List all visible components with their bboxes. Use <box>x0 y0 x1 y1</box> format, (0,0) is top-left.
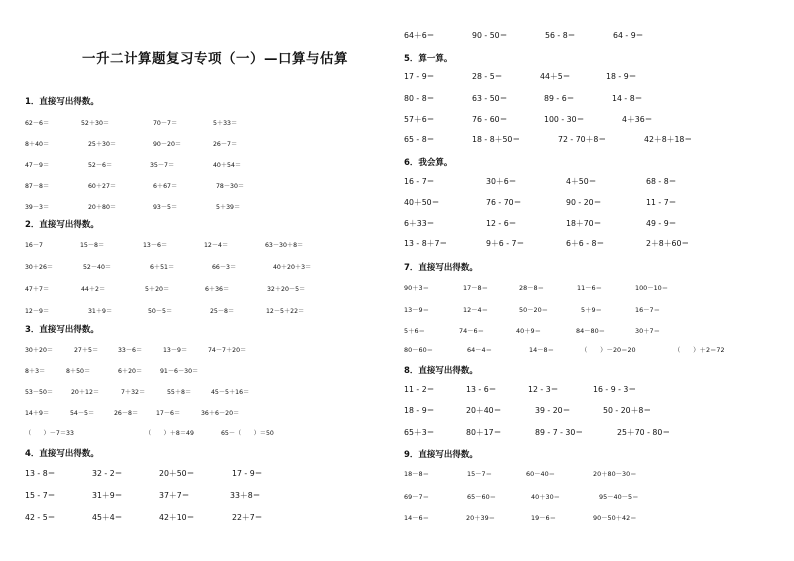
arithmetic-problem: 15－7＝ <box>467 470 492 478</box>
arithmetic-problem: 11 - 7＝ <box>646 198 677 207</box>
arithmetic-problem: 14－8＝ <box>529 346 554 354</box>
arithmetic-problem: 28 - 5＝ <box>472 72 503 81</box>
arithmetic-problem: 95－40－5＝ <box>599 493 639 501</box>
arithmetic-problem: （ ）＋2＝72 <box>674 346 725 354</box>
arithmetic-problem: 72 - 70＋8＝ <box>558 135 607 144</box>
arithmetic-problem: 37＋7＝ <box>159 491 190 500</box>
arithmetic-problem: 80 - 8＝ <box>404 94 435 103</box>
arithmetic-problem: 52－6＝ <box>88 162 113 169</box>
arithmetic-problem: 11 - 2＝ <box>404 385 435 394</box>
arithmetic-problem: 62－6＝ <box>25 120 50 127</box>
arithmetic-problem: 5＋39＝ <box>216 204 241 211</box>
arithmetic-problem: 15 - 7＝ <box>25 491 56 500</box>
section-heading: 1．直接写出得数。 <box>25 97 99 107</box>
arithmetic-problem: 8＋50＝ <box>66 368 91 375</box>
arithmetic-problem: 20＋40＝ <box>466 406 502 415</box>
arithmetic-problem: 40＋20＋3＝ <box>273 264 312 271</box>
arithmetic-problem: 40＋54＝ <box>213 162 242 169</box>
section-heading: 7．直接写出得数。 <box>404 263 478 273</box>
arithmetic-problem: 44＋5＝ <box>540 72 571 81</box>
arithmetic-problem: 6＋33＝ <box>404 219 435 228</box>
arithmetic-problem: 63 - 50＝ <box>472 94 508 103</box>
arithmetic-problem: 17 - 9＝ <box>404 72 435 81</box>
arithmetic-problem: 65＋3＝ <box>404 428 435 437</box>
arithmetic-problem: 35－7＝ <box>150 162 175 169</box>
arithmetic-problem: 13 - 8＝ <box>25 469 56 478</box>
arithmetic-problem: 15－8＝ <box>80 242 105 249</box>
arithmetic-problem: 22＋7＝ <box>232 513 263 522</box>
arithmetic-problem: 28－8＝ <box>519 284 544 292</box>
arithmetic-problem: 55＋8＝ <box>167 389 192 396</box>
arithmetic-problem: 57＋6＝ <box>404 115 435 124</box>
arithmetic-problem: 64 - 9＝ <box>613 31 644 40</box>
arithmetic-problem: 18－8＝ <box>404 470 429 478</box>
arithmetic-problem: 42＋10＝ <box>159 513 195 522</box>
arithmetic-problem: 50－20＝ <box>519 306 549 314</box>
arithmetic-problem: 11－6＝ <box>577 284 602 292</box>
arithmetic-problem: 36＋6－20＝ <box>201 410 240 417</box>
arithmetic-problem: 17－8＝ <box>463 284 488 292</box>
arithmetic-problem: 100－10＝ <box>635 284 669 292</box>
arithmetic-problem: 49 - 9＝ <box>646 219 677 228</box>
arithmetic-problem: 4＋36＝ <box>622 115 653 124</box>
arithmetic-problem: 54－5＝ <box>70 410 95 417</box>
arithmetic-problem: 6＋51＝ <box>150 264 175 271</box>
arithmetic-problem: 18 - 9＝ <box>606 72 637 81</box>
arithmetic-problem: 25＋70 - 80＝ <box>617 428 671 437</box>
arithmetic-problem: 90－20＝ <box>153 141 182 148</box>
arithmetic-problem: 5＋6＝ <box>404 327 425 335</box>
arithmetic-problem: 50 - 20＋8＝ <box>603 406 652 415</box>
section-heading: 2．直接写出得数。 <box>25 220 99 230</box>
arithmetic-problem: 6＋36＝ <box>205 286 230 293</box>
arithmetic-problem: 90 - 20＝ <box>566 198 602 207</box>
arithmetic-problem: 45＋4＝ <box>92 513 123 522</box>
arithmetic-problem: 91－6－30＝ <box>160 368 199 375</box>
arithmetic-problem: 17－6＝ <box>156 410 181 417</box>
arithmetic-problem: 19－6＝ <box>531 514 556 522</box>
arithmetic-problem: 16－7＝ <box>635 306 660 314</box>
arithmetic-problem: 64＋6＝ <box>404 31 435 40</box>
arithmetic-problem: 32＋20－5＝ <box>267 286 306 293</box>
section-heading: 3．直接写出得数。 <box>25 325 99 335</box>
arithmetic-problem: 2＋8＋60＝ <box>646 239 690 248</box>
arithmetic-problem: 27＋5＝ <box>74 347 99 354</box>
arithmetic-problem: 47＋7＝ <box>25 286 50 293</box>
arithmetic-problem: 65 - 8＝ <box>404 135 435 144</box>
arithmetic-problem: 80－60＝ <box>404 346 434 354</box>
arithmetic-problem: 13 - 8＋7＝ <box>404 239 448 248</box>
section-heading: 9．直接写出得数。 <box>404 450 478 460</box>
arithmetic-problem: 20＋80－30＝ <box>593 470 637 478</box>
arithmetic-problem: 40＋9＝ <box>516 327 541 335</box>
arithmetic-problem: 12－9＝ <box>25 308 50 315</box>
arithmetic-problem: 30＋7＝ <box>635 327 660 335</box>
arithmetic-problem: 66－3＝ <box>212 264 237 271</box>
arithmetic-problem: 42 - 5＝ <box>25 513 56 522</box>
arithmetic-problem: 18 - 8＋50＝ <box>472 135 521 144</box>
arithmetic-problem: 76 - 60＝ <box>472 115 508 124</box>
arithmetic-problem: 100 - 30＝ <box>544 115 585 124</box>
arithmetic-problem: 32 - 2＝ <box>92 469 123 478</box>
arithmetic-problem: 20＋39＝ <box>466 514 496 522</box>
arithmetic-problem: 90＋3＝ <box>404 284 429 292</box>
arithmetic-problem: 6＋6 - 8＝ <box>566 239 605 248</box>
section-heading: 4．直接写出得数。 <box>25 449 99 459</box>
arithmetic-problem: 30＋6＝ <box>486 177 517 186</box>
arithmetic-problem: 87－8＝ <box>25 183 50 190</box>
arithmetic-problem: 39 - 20＝ <box>535 406 571 415</box>
arithmetic-problem: 60－40＝ <box>526 470 556 478</box>
arithmetic-problem: 12－4＝ <box>463 306 488 314</box>
arithmetic-problem: 18＋70＝ <box>566 219 602 228</box>
arithmetic-problem: 74－6＝ <box>459 327 484 335</box>
arithmetic-problem: 14－6＝ <box>404 514 429 522</box>
section-heading: 8．直接写出得数。 <box>404 366 478 376</box>
arithmetic-problem: 89 - 6＝ <box>544 94 575 103</box>
arithmetic-problem: 45－5＋16＝ <box>211 389 250 396</box>
arithmetic-problem: 56 - 8＝ <box>545 31 576 40</box>
arithmetic-problem: 12－4＝ <box>204 242 229 249</box>
arithmetic-problem: 65－60＝ <box>467 493 497 501</box>
section-heading: 6．我会算。 <box>404 158 453 168</box>
arithmetic-problem: 8＋40＝ <box>25 141 50 148</box>
arithmetic-problem: 93－5＝ <box>153 204 178 211</box>
arithmetic-problem: 6＋67＝ <box>153 183 178 190</box>
arithmetic-problem: 90－50＋42＝ <box>593 514 637 522</box>
arithmetic-problem: 76 - 70＝ <box>486 198 522 207</box>
arithmetic-problem: 20＋50＝ <box>159 469 195 478</box>
arithmetic-problem: 42＋8＋18＝ <box>644 135 693 144</box>
arithmetic-problem: 25－8＝ <box>210 308 235 315</box>
arithmetic-problem: 47－9＝ <box>25 162 50 169</box>
arithmetic-problem: 9＋6 - 7＝ <box>486 239 525 248</box>
arithmetic-problem: 26－8＝ <box>114 410 139 417</box>
arithmetic-problem: 52＋30＝ <box>81 120 110 127</box>
arithmetic-problem: 16－7 <box>25 242 43 249</box>
arithmetic-problem: 39－3＝ <box>25 204 50 211</box>
arithmetic-problem: 13－6＝ <box>143 242 168 249</box>
arithmetic-problem: 4＋50＝ <box>566 177 597 186</box>
arithmetic-problem: 90 - 50＝ <box>472 31 508 40</box>
arithmetic-problem: 13－9＝ <box>404 306 429 314</box>
arithmetic-problem: 74－7＋20＝ <box>208 347 247 354</box>
arithmetic-problem: 18 - 9＝ <box>404 406 435 415</box>
arithmetic-problem: 84－80＝ <box>576 327 606 335</box>
arithmetic-problem: 12 - 6＝ <box>486 219 517 228</box>
arithmetic-problem: 5＋9＝ <box>581 306 602 314</box>
arithmetic-problem: 30＋26＝ <box>25 264 54 271</box>
arithmetic-problem: 26－7＝ <box>213 141 238 148</box>
arithmetic-problem: 13 - 6＝ <box>466 385 497 394</box>
arithmetic-problem: 44＋2＝ <box>81 286 106 293</box>
arithmetic-problem: 12 - 3＝ <box>528 385 559 394</box>
arithmetic-problem: 31＋9＝ <box>92 491 123 500</box>
arithmetic-problem: 33－6＝ <box>118 347 143 354</box>
arithmetic-problem: 20＋80＝ <box>88 204 117 211</box>
arithmetic-problem: 78－30＝ <box>216 183 245 190</box>
arithmetic-problem: 69－7＝ <box>404 493 429 501</box>
arithmetic-problem: 60＋27＝ <box>88 183 117 190</box>
arithmetic-problem: 14＋9＝ <box>25 410 50 417</box>
worksheet-title: 一升二计算题复习专项（一）—口算与估算 <box>82 51 348 67</box>
arithmetic-problem: 16 - 7＝ <box>404 177 435 186</box>
arithmetic-problem: 64－4＝ <box>467 346 492 354</box>
arithmetic-problem: （ ）－20＝20 <box>581 346 636 354</box>
arithmetic-problem: 40＋50＝ <box>404 198 440 207</box>
arithmetic-problem: 14 - 8＝ <box>612 94 643 103</box>
arithmetic-problem: 89 - 7 - 30＝ <box>535 428 584 437</box>
arithmetic-problem: 53－50＝ <box>25 389 54 396</box>
section-heading: 5．算一算。 <box>404 54 453 64</box>
arithmetic-problem: 70－7＝ <box>153 120 178 127</box>
arithmetic-problem: 5＋33＝ <box>213 120 238 127</box>
arithmetic-problem: 7＋32＝ <box>121 389 146 396</box>
arithmetic-problem: 12－5＋22＝ <box>266 308 305 315</box>
arithmetic-problem: 52－40＝ <box>83 264 112 271</box>
arithmetic-problem: 80＋17＝ <box>466 428 502 437</box>
arithmetic-problem: 20＋12＝ <box>71 389 100 396</box>
arithmetic-problem: 68 - 8＝ <box>646 177 677 186</box>
arithmetic-problem: 17 - 9＝ <box>232 469 263 478</box>
arithmetic-problem: 65－（ ）＝50 <box>221 430 274 437</box>
arithmetic-problem: 13－9＝ <box>163 347 188 354</box>
arithmetic-problem: （ ）－7＝33 <box>25 430 74 437</box>
arithmetic-problem: 25＋30＝ <box>88 141 117 148</box>
arithmetic-problem: 16 - 9 - 3＝ <box>593 385 637 394</box>
arithmetic-problem: 31＋9＝ <box>88 308 113 315</box>
arithmetic-problem: 8＋3＝ <box>25 368 46 375</box>
arithmetic-problem: 30＋20＝ <box>25 347 54 354</box>
arithmetic-problem: 40＋30＝ <box>531 493 561 501</box>
arithmetic-problem: 5＋20＝ <box>145 286 170 293</box>
arithmetic-problem: 50－5＝ <box>148 308 173 315</box>
arithmetic-problem: 6＋20＝ <box>118 368 143 375</box>
arithmetic-problem: 63－30＋8＝ <box>265 242 304 249</box>
arithmetic-problem: 33＋8＝ <box>230 491 261 500</box>
arithmetic-problem: （ ）＋8＝49 <box>145 430 194 437</box>
